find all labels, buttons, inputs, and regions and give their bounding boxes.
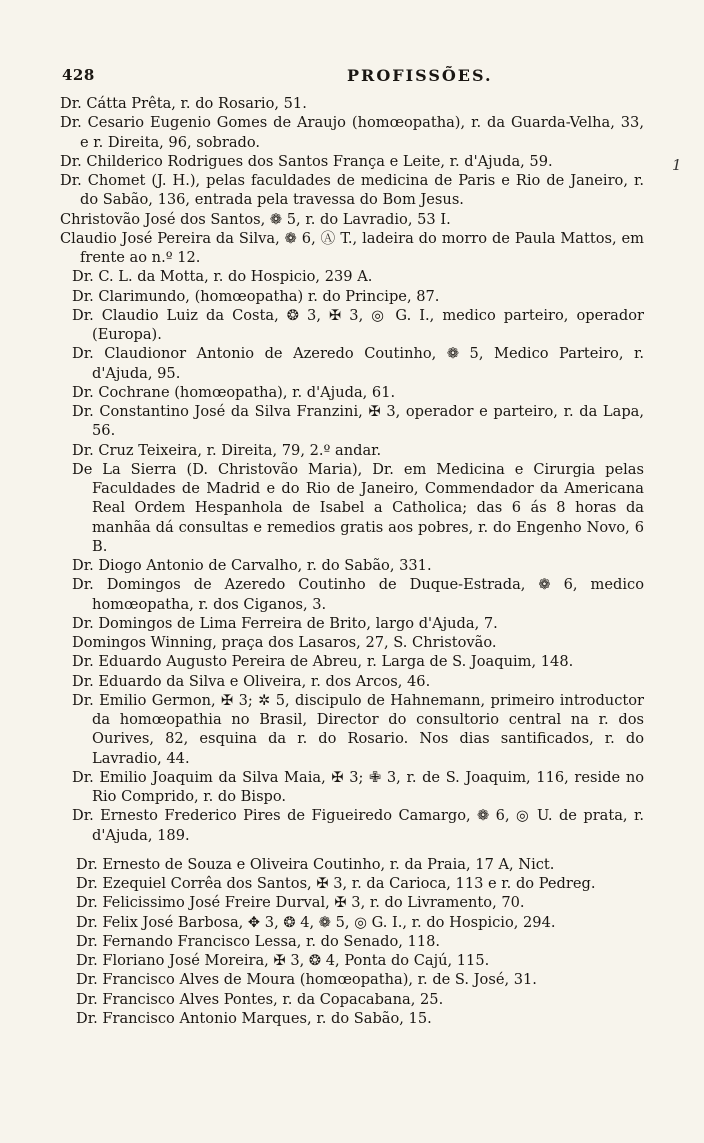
directory-entry: Dr. Constantino José da Silva Franzini, ✠ 3, operador e parteiro, r. da Lapa, 56. — [72, 403, 644, 440]
directory-entry: Dr. Ernesto de Souza e Oliveira Coutinho, r. da Praia, 17 A, Nict. — [76, 855, 555, 873]
directory-entry: Dr. Childerico Rodrigues dos Santos França e Leite, r. d'Ajuda, 59. — [60, 152, 553, 170]
directory-entry: Dr. Cátta Prêta, r. do Rosario, 51. — [60, 95, 307, 112]
directory-entry: Dr. Claudionor Antonio de Azeredo Coutinho, ❁ 5, Medico Parteiro, r. d'Ajuda, 95. — [72, 345, 644, 382]
directory-entry: Dr. Felicissimo José Freire Durval, ✠ 3, r. do Livramento, 70. — [76, 894, 525, 912]
directory-entry: Dr. Francisco Alves de Moura (homœopatha), r. de S. José, 31. — [76, 971, 537, 989]
directory-entry: Dr. Cochrane (homœopatha), r. d'Ajuda, 61. — [72, 383, 396, 401]
directory-entry: Dr. Emilio Joaquim da Silva Maia, ✠ 3; ✙ 3, r. de S. Joaquim, 116, reside no Rio Comprido, r. do Bispo. — [72, 768, 644, 805]
directory-entry: Christovão José dos Santos, ❁ 5, r. do Lavradio, 53 I. — [60, 210, 451, 228]
directory-entry: Dr. Emilio Germon, ✠ 3; ✲ 5, discipulo de Hahnemann, primeiro introductor da homœopathia no Brasil, Director do consultorio central na r. dos Ourives, 82, esquina da r. do Rosario. Nos dias santificados, r. do Lavradio, 44. — [72, 691, 644, 767]
directory-list — [60, 94, 644, 1028]
margin-note: 1 — [672, 156, 682, 174]
directory-entry: Dr. Cesario Eugenio Gomes de Araujo (homœopatha), r. da Guarda-Velha, 33, e r. Direita, 96, sobrado. — [60, 114, 644, 151]
directory-entry: Claudio José Pereira da Silva, ❁ 6, Ⓐ T., ladeira do morro de Paula Mattos, em frente ao n.º 12. — [60, 229, 644, 266]
directory-entry: Dr. Floriano José Moreira, ✠ 3, ❂ 4, Ponta do Cajú, 115. — [76, 952, 490, 969]
directory-entry: De La Sierra (D. Christovão Maria), Dr. em Medicina e Cirurgia pelas Faculdades de Madrid e do Rio de Janeiro, Commendador da Americana Real Ordem Hespanhola de Isabel a Catholica; das 6 ás 8 horas da manhãa dá consultas e remedios gratis aos pobres, r. do Engenho Novo, 6 B. — [72, 460, 644, 555]
directory-entry: Dr. Chomet (J. H.), pelas faculdades de medicina de Paris e Rio de Janeiro, r. do Sabão, 136, entrada pela travessa do Bom Jesus. — [60, 172, 644, 209]
directory-entry: Dr. Francisco Antonio Marques, r. do Sabão, 15. — [76, 1009, 432, 1027]
directory-entry: Dr. Ezequiel Corrêa dos Santos, ✠ 3, r. da Carioca, 113 e r. do Pedreg. — [76, 875, 596, 892]
directory-entry: Dr. Eduardo da Silva e Oliveira, r. dos Arcos, 46. — [72, 672, 431, 690]
directory-entry: Dr. C. L. da Motta, r. do Hospicio, 239 A. — [72, 268, 373, 286]
directory-entry: Dr. Domingos de Azeredo Coutinho de Duque-Estrada, ❁ 6, medico homœopatha, r. dos Ciganos, 3. — [72, 576, 644, 613]
page-header — [62, 66, 662, 88]
directory-entry: Dr. Fernando Francisco Lessa, r. do Senado, 118. — [76, 932, 441, 950]
running-title: PROFISSÕES. — [347, 66, 493, 85]
directory-entry: Dr. Francisco Alves Pontes, r. da Copacabana, 25. — [76, 990, 444, 1008]
directory-entry: Dr. Ernesto Frederico Pires de Figueiredo Camargo, ❁ 6, ◎ U. de prata, r. d'Ajuda, 189. — [72, 807, 644, 844]
directory-entry: Dr. Diogo Antonio de Carvalho, r. do Sabão, 331. — [72, 557, 432, 574]
directory-entry: Dr. Eduardo Augusto Pereira de Abreu, r. Larga de S. Joaquim, 148. — [72, 653, 574, 671]
directory-entry: Dr. Cruz Teixeira, r. Direita, 79, 2.º andar. — [72, 441, 382, 459]
directory-entry: Dr. Domingos de Lima Ferreira de Brito, largo d'Ajuda, 7. — [72, 614, 498, 632]
directory-entry: Domingos Winning, praça dos Lasaros, 27, S. Christovão. — [72, 634, 497, 651]
directory-entry: Dr. Felix José Barbosa, ✥ 3, ❂ 4, ❁ 5, ◎ G. I., r. do Hospicio, 294. — [76, 913, 556, 931]
page-number: 428 — [62, 66, 95, 84]
directory-entry: Dr. Claudio Luiz da Costa, ❂ 3, ✠ 3, ◎ G. I., medico parteiro, operador (Europa). — [72, 306, 644, 343]
directory-entry: Dr. Clarimundo, (homœopatha) r. do Principe, 87. — [72, 287, 440, 305]
